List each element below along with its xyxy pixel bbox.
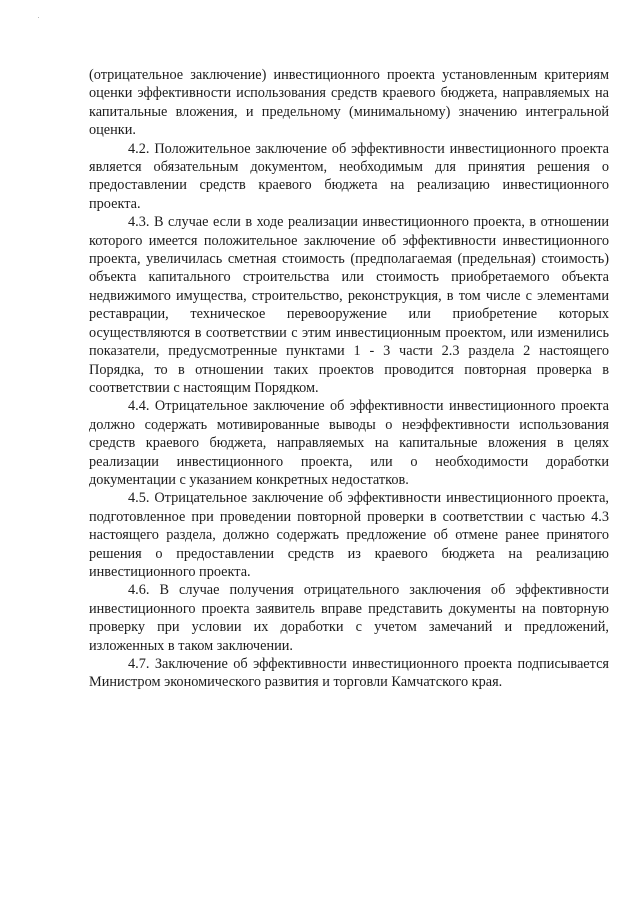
paragraph-4-1-continuation: (отрицательное заключение) инвестиционного проекта установленным критериям оценки эффективности использования средств краевого бюджета, направляемых на капитальные вложения, и предельному (минимальному) значению интегральной оценки. [89,67,609,139]
paragraph-4-7: 4.7. Заключение об эффективности инвестиционного проекта подписывается Министром экономического развития и торговли Камчатского края. [89,656,609,691]
paragraph-4-3: 4.3. В случае если в ходе реализации инвестиционного проекта, в отношении которого имеется положительное заключение об эффективности инвестиционного проекта, увеличилась сметная стоимость (предполагаемая (предельная) стоимость) объекта капитального строительства или стоимость приобретаемого объекта недвижимого имущества, строительство, реконструкция, в том числе с элементами реставрации, техническое перевооружение или приобретение которых осуществляются в соответствии с этим инвестиционным проектом, или изменились показатели, предусмотренные пунктами 1 - 3 части 2.3 раздела 2 настоящего Порядка, то в отношении таких проектов проводится повторная проверка в соответствии с настоящим Порядком. [89,214,609,396]
paragraph-4-5: 4.5. Отрицательное заключение об эффективности инвестиционного проекта, подготовленное при проведении повторной проверки в соответствии с частью 4.3 настоящего раздела, должно содержать предложение об отмене ранее принятого решения о предоставлении средств из краевого бюджета на реализацию инвестиционного проекта. [89,490,609,580]
paragraph-4-4: 4.4. Отрицательное заключение об эффективности инвестиционного проекта должно содержать мотивированные выводы о неэффективности использования средств краевого бюджета, направляемых на капитальные вложения в целях реализации инвестиционного проекта, или о необходимости доработки документации с указанием конкретных недостатков. [89,398,609,488]
document-page [89,66,609,692]
paragraph-4-2: 4.2. Положительное заключение об эффективности инвестиционного проекта является обязательным документом, необходимым для принятия решения о предоставлении средств краевого бюджета на реализацию инвестиционного проекта. [89,140,609,212]
paragraph-4-6: 4.6. В случае получения отрицательного заключения об эффективности инвестиционного проекта заявитель вправе представить документы на повторную проверку при условии их доработки с учетом замечаний и предложений, изложенных в таком заключении. [89,582,609,654]
scan-speck [38,17,39,18]
